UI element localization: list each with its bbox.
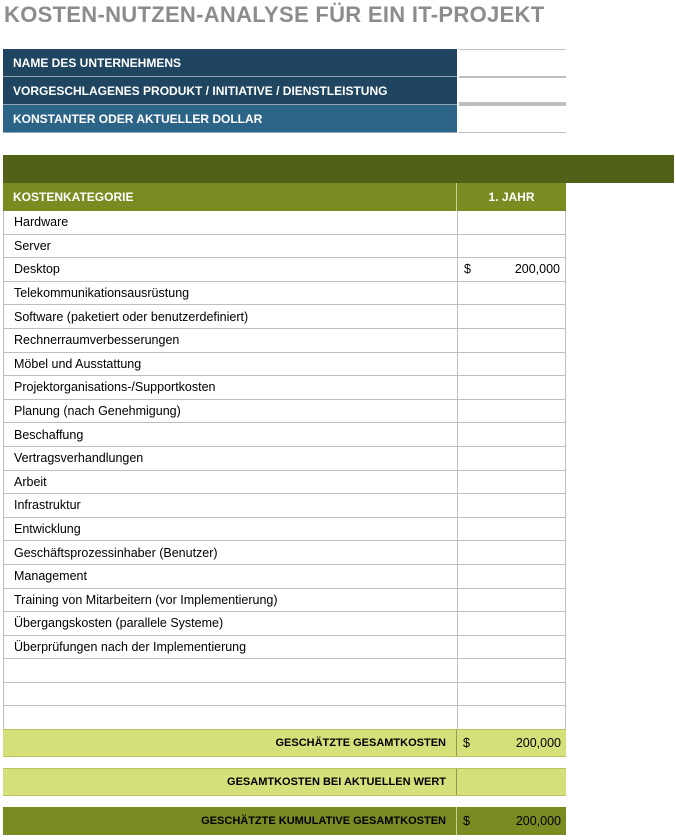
dollar-field[interactable] (459, 105, 566, 133)
cost-category-cell[interactable]: Übergangskosten (parallele Systeme) (3, 612, 457, 636)
table-row (3, 636, 566, 660)
year-1-cost-cell[interactable] (457, 706, 566, 730)
cost-category-cell[interactable]: Software (paketiert oder benutzerdefiniert) (3, 305, 457, 329)
cost-value: 200,000 (514, 262, 560, 277)
present-value-total-row (3, 768, 566, 796)
year-1-cost-cell[interactable] (457, 258, 566, 282)
cost-category-cell[interactable]: Beschaffung (3, 423, 457, 447)
cost-category-cell[interactable]: Geschäftsprozessinhaber (Benutzer) (3, 541, 457, 565)
table-row (3, 706, 566, 730)
table-row (3, 305, 566, 329)
page-title: KOSTEN-NUTZEN-ANALYSE FÜR EIN IT-PROJEKT (4, 2, 545, 27)
cost-category-cell[interactable] (3, 706, 457, 730)
product-row (3, 77, 566, 105)
project-info-block (3, 49, 566, 133)
year-1-cost-cell[interactable] (457, 518, 566, 542)
cumulative-total-row (3, 807, 566, 835)
cost-category-cell[interactable]: Server (3, 235, 457, 259)
cost-category-cell[interactable]: Desktop (3, 258, 457, 282)
currency-symbol: $ (464, 262, 471, 277)
year-1-cost-cell[interactable] (457, 235, 566, 259)
year-1-cost-cell[interactable] (457, 471, 566, 495)
year-1-cost-cell[interactable] (457, 423, 566, 447)
table-row (3, 282, 566, 306)
table-row (3, 423, 566, 447)
cost-category-cell[interactable]: Überprüfungen nach der Implementierung (3, 636, 457, 660)
company-label: NAME DES UNTERNEHMENS (3, 49, 457, 77)
estimated-total-cell[interactable] (457, 730, 566, 756)
year-1-cost-cell[interactable] (457, 211, 566, 235)
year-1-cost-cell[interactable] (457, 329, 566, 353)
table-row (3, 565, 566, 589)
table-row (3, 376, 566, 400)
table-row (3, 541, 566, 565)
product-field[interactable] (459, 77, 566, 105)
cost-category-cell[interactable]: Möbel und Ausstattung (3, 353, 457, 377)
year-1-cost-cell[interactable] (457, 565, 566, 589)
table-row (3, 589, 566, 613)
dollar-row (3, 105, 566, 133)
year-1-cost-cell[interactable] (457, 305, 566, 329)
cost-category-cell[interactable]: Hardware (3, 211, 457, 235)
year-1-cost-cell[interactable] (457, 541, 566, 565)
year-1-cost-cell[interactable] (457, 612, 566, 636)
table-row (3, 659, 566, 683)
table-row (3, 258, 566, 282)
cost-category-cell[interactable]: Projektorganisations-/Supportkosten (3, 376, 457, 400)
estimated-total-currency: $ (463, 736, 470, 750)
cost-category-cell[interactable]: Planung (nach Genehmigung) (3, 400, 457, 424)
cumulative-total-label: GESCHÄTZTE KUMULATIVE GESAMTKOSTEN (3, 807, 457, 835)
year-1-cost-cell[interactable] (457, 376, 566, 400)
company-field[interactable] (459, 49, 566, 77)
table-row (3, 400, 566, 424)
table-row (3, 494, 566, 518)
year-1-cost-cell[interactable] (457, 353, 566, 377)
header-year: 1. JAHR (488, 190, 535, 204)
year-1-cost-cell[interactable] (457, 400, 566, 424)
year-1-cost-cell[interactable] (457, 683, 566, 707)
product-label: VORGESCHLAGENES PRODUKT / INITIATIVE / DIENSTLEISTUNG (3, 77, 457, 105)
year-1-cost-cell[interactable] (457, 589, 566, 613)
table-row (3, 683, 566, 707)
table-row (3, 612, 566, 636)
estimated-total-row (3, 729, 566, 757)
cost-category-cell[interactable]: Infrastruktur (3, 494, 457, 518)
header-category: KOSTENKATEGORIE (3, 183, 457, 211)
year-1-cost-cell[interactable] (457, 636, 566, 660)
table-row (3, 471, 566, 495)
cost-category-cell[interactable]: Rechnerraumverbesserungen (3, 329, 457, 353)
table-row (3, 211, 566, 235)
cost-category-cell[interactable] (3, 659, 457, 683)
estimated-total-value: 200,000 (515, 736, 561, 750)
cost-table (3, 183, 566, 730)
table-row (3, 447, 566, 471)
table-row (3, 518, 566, 542)
cumulative-total-value: 200,000 (515, 814, 561, 828)
cost-category-cell[interactable]: Arbeit (3, 471, 457, 495)
table-row (3, 235, 566, 259)
year-1-cost-cell[interactable] (457, 282, 566, 306)
cost-category-cell[interactable]: Entwicklung (3, 518, 457, 542)
dollar-label: KONSTANTER ODER AKTUELLER DOLLAR (3, 105, 457, 133)
cost-category-cell[interactable]: Telekommunikationsausrüstung (3, 282, 457, 306)
cost-table-body (3, 211, 566, 730)
cumulative-total-cell[interactable] (457, 807, 566, 835)
table-row (3, 329, 566, 353)
year-1-cost-cell[interactable] (457, 447, 566, 471)
cost-category-cell[interactable]: Management (3, 565, 457, 589)
cost-table-header (3, 183, 566, 211)
present-value-total-label: GESAMTKOSTEN BEI AKTUELLEN WERT (3, 769, 457, 795)
section-divider-bar (3, 155, 674, 183)
company-row (3, 49, 566, 77)
cumulative-total-currency: $ (463, 814, 470, 828)
cost-category-cell[interactable]: Training von Mitarbeitern (vor Implementierung) (3, 589, 457, 613)
cost-category-cell[interactable]: Vertragsverhandlungen (3, 447, 457, 471)
year-1-cost-cell[interactable] (457, 494, 566, 518)
present-value-total-cell[interactable] (457, 769, 566, 795)
estimated-total-label: GESCHÄTZTE GESAMTKOSTEN (3, 730, 457, 756)
cost-category-cell[interactable] (3, 683, 457, 707)
table-row (3, 353, 566, 377)
year-1-cost-cell[interactable] (457, 659, 566, 683)
